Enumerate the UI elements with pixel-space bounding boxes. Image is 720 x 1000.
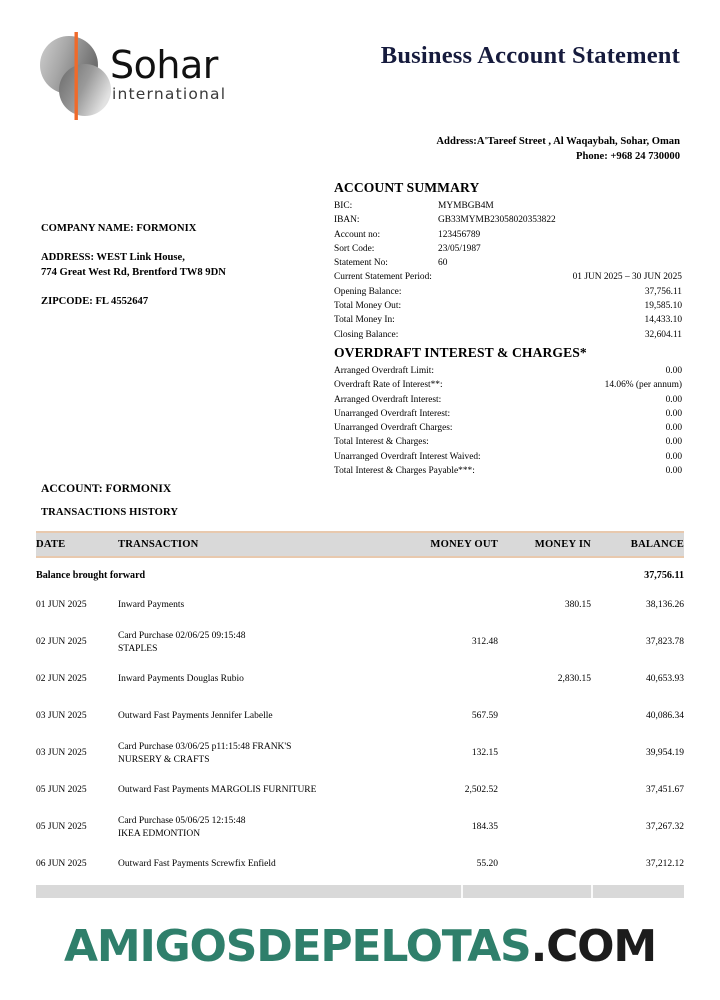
overdraft-row — [334, 393, 682, 407]
customer-zip-group — [41, 294, 226, 309]
column-header-money-in: MONEY IN — [498, 532, 591, 557]
brought-forward-money-in — [498, 557, 591, 587]
overdraft-value: 0.00 — [665, 423, 682, 434]
cell-transaction — [118, 809, 393, 846]
summary-label: BIC: — [334, 201, 353, 211]
cell-transaction — [118, 846, 393, 883]
customer-name-group — [41, 221, 226, 236]
transaction-desc-line1: Card Purchase 03/06/25 p11:15:48 FRANK'S — [118, 741, 292, 752]
overdraft-row — [334, 407, 682, 421]
column-header-transaction: TRANSACTION — [118, 532, 393, 557]
overdraft-row — [334, 421, 682, 435]
cell-transaction — [118, 587, 393, 624]
overdraft-label: Arranged Overdraft Limit: — [334, 366, 434, 376]
cell-money-in — [498, 846, 591, 883]
cell-transaction — [118, 661, 393, 698]
customer-address-line1: ADDRESS: WEST Link House, — [41, 252, 185, 264]
overdraft-heading: OVERDRAFT INTEREST & CHARGES* — [334, 345, 587, 360]
table-row — [36, 624, 684, 661]
cell-balance: 37,267.32 — [646, 822, 684, 833]
cell-money-in: 380.15 — [564, 600, 591, 611]
summary-row — [334, 313, 682, 327]
cell-date: 03 JUN 2025 — [36, 711, 87, 722]
table-footer-bar — [36, 885, 684, 898]
cell-money-out — [393, 587, 498, 624]
cell-money-out: 312.48 — [471, 637, 498, 648]
cell-date: 02 JUN 2025 — [36, 674, 87, 685]
summary-label: Closing Balance: — [334, 329, 399, 340]
cell-date: 05 JUN 2025 — [36, 822, 87, 833]
summary-value: 19,585.10 — [644, 301, 682, 312]
summary-label: IBAN: — [334, 215, 360, 226]
cell-transaction — [118, 735, 393, 772]
cell-money-in — [498, 809, 591, 846]
brought-forward-money-out — [393, 557, 498, 587]
overdraft-row — [334, 364, 682, 378]
overdraft-value: 14.06% (per annum) — [604, 380, 682, 391]
summary-value: 01 JUN 2025 – 30 JUN 2025 — [572, 272, 682, 283]
table-row — [36, 846, 684, 883]
summary-value: 32,604.11 — [644, 329, 682, 340]
cell-money-out: 2,502.52 — [464, 785, 498, 796]
summary-value: 37,756.11 — [644, 286, 682, 297]
summary-label: Account no: — [334, 229, 381, 240]
summary-row — [334, 285, 682, 299]
cell-transaction — [118, 772, 393, 809]
summary-label: Total Money In: — [334, 315, 395, 326]
summary-label: Current Statement Period: — [334, 272, 432, 283]
overdraft-value: 0.00 — [665, 466, 682, 477]
brand-name: Sohar — [110, 43, 218, 87]
overdraft-row — [334, 464, 682, 478]
overdraft-value: 0.00 — [665, 366, 682, 376]
summary-label: Sort Code: — [334, 243, 375, 254]
summary-value: 60 — [438, 258, 448, 269]
transaction-desc-line2: NURSERY & CRAFTS — [118, 754, 210, 765]
transactions-history-label: TRANSACTIONS HISTORY — [41, 507, 179, 518]
table-row — [36, 735, 684, 772]
summary-value: GB33MYMB23058020353822 — [438, 215, 556, 226]
summary-row — [334, 328, 682, 342]
cell-money-out — [393, 661, 498, 698]
transactions-table — [36, 531, 684, 883]
cell-money-out: 132.15 — [471, 748, 498, 759]
cell-balance: 40,086.34 — [646, 711, 684, 722]
transaction-desc-line1: Outward Fast Payments Screwfix Enfield — [118, 859, 276, 870]
customer-details — [41, 221, 226, 309]
overdraft-value: 0.00 — [665, 408, 682, 419]
cell-money-in — [498, 772, 591, 809]
balance-brought-forward-row — [36, 557, 684, 587]
overdraft-label: Overdraft Rate of Interest**: — [334, 380, 443, 391]
summary-row — [334, 270, 682, 284]
summary-value: 23/05/1987 — [438, 243, 481, 254]
table-row — [36, 587, 684, 624]
watermark-main-text: AMIGOSDEPELOTAS — [64, 921, 531, 972]
cell-date: 03 JUN 2025 — [36, 748, 87, 759]
account-summary-heading: ACCOUNT SUMMARY — [334, 180, 480, 195]
cell-balance: 37,823.78 — [646, 637, 684, 648]
column-header-date: DATE — [36, 532, 118, 557]
customer-address-line2: 774 Great West Rd, Brentford TW8 9DN — [41, 267, 226, 279]
overdraft-charges-panel — [334, 345, 682, 478]
customer-zipcode: ZIPCODE: FL 4552647 — [41, 296, 149, 308]
bank-phone-line: Phone: +968 24 730000 — [575, 151, 680, 163]
account-label: ACCOUNT: FORMONIX — [41, 482, 172, 495]
cell-balance: 38,136.26 — [646, 600, 684, 611]
summary-label: Opening Balance: — [334, 286, 402, 297]
overdraft-value: 0.00 — [665, 451, 682, 462]
transaction-desc-line1: Outward Fast Payments MARGOLIS FURNITURE — [118, 785, 317, 796]
cell-balance: 37,212.12 — [646, 859, 684, 870]
summary-row — [334, 299, 682, 313]
cell-date: 05 JUN 2025 — [36, 785, 87, 796]
brought-forward-balance: 37,756.11 — [644, 569, 684, 581]
bank-contact-block — [436, 134, 680, 165]
page-title: Business Account Statement — [380, 42, 680, 69]
cell-date: 06 JUN 2025 — [36, 859, 87, 870]
overdraft-value: 0.00 — [665, 394, 682, 405]
transaction-desc-line1: Card Purchase 02/06/25 09:15:48 — [118, 630, 246, 641]
summary-value: MYMBGB4M — [438, 201, 494, 211]
account-summary-panel — [334, 180, 682, 342]
overdraft-label: Total Interest & Charges: — [334, 437, 429, 448]
overdraft-label: Arranged Overdraft Interest: — [334, 394, 442, 405]
cell-money-out: 567.59 — [471, 711, 498, 722]
watermark-tld-text: .COM — [530, 921, 656, 972]
cell-money-in: 2,830.15 — [557, 674, 591, 685]
transactions-table-head — [36, 532, 684, 557]
brand-wordmark — [110, 43, 227, 103]
overdraft-rows — [334, 364, 682, 478]
transaction-desc-line1: Card Purchase 05/06/25 12:15:48 — [118, 815, 246, 826]
overdraft-label: Unarranged Overdraft Interest: — [334, 408, 451, 419]
summary-row — [334, 199, 682, 213]
table-row — [36, 809, 684, 846]
sohar-circles-logo-icon — [38, 28, 118, 123]
table-row — [36, 698, 684, 735]
table-row — [36, 772, 684, 809]
overdraft-row — [334, 378, 682, 392]
overdraft-label: Unarranged Overdraft Charges: — [334, 423, 453, 434]
footer-divider-2 — [591, 885, 593, 898]
overdraft-value: 0.00 — [665, 437, 682, 448]
overdraft-row — [334, 450, 682, 464]
cell-money-in — [498, 624, 591, 661]
transaction-desc-line1: Inward Payments Douglas Rubio — [118, 674, 244, 685]
cell-money-in — [498, 735, 591, 772]
cell-date: 01 JUN 2025 — [36, 600, 87, 611]
bank-address-line: Address:A'Tareef Street , Al Waqaybah, Sohar, Oman — [436, 136, 680, 147]
brought-forward-label: Balance brought forward — [36, 569, 146, 581]
cell-balance: 37,451.67 — [646, 785, 684, 796]
cell-money-in — [498, 698, 591, 735]
cell-money-out: 55.20 — [476, 859, 498, 870]
customer-address-group — [41, 250, 226, 280]
transaction-desc-line1: Outward Fast Payments Jennifer Labelle — [118, 711, 273, 722]
cell-money-out: 184.35 — [471, 822, 498, 833]
summary-label: Total Money Out: — [334, 301, 402, 312]
transaction-desc-line1: Inward Payments — [118, 600, 185, 611]
site-watermark — [0, 921, 720, 972]
overdraft-label: Total Interest & Charges Payable***: — [334, 466, 475, 477]
summary-value: 123456789 — [438, 229, 481, 240]
transactions-table-body — [36, 557, 684, 883]
summary-row — [334, 256, 682, 270]
cell-transaction — [118, 698, 393, 735]
cell-date: 02 JUN 2025 — [36, 637, 87, 648]
table-row — [36, 661, 684, 698]
overdraft-label: Unarranged Overdraft Interest Waived: — [334, 451, 481, 462]
column-header-balance: BALANCE — [591, 532, 684, 557]
summary-row — [334, 228, 682, 242]
bank-logo — [38, 28, 258, 123]
cell-balance: 40,653.93 — [646, 674, 684, 685]
footer-divider-1 — [461, 885, 463, 898]
summary-row — [334, 213, 682, 227]
transaction-desc-line2: IKEA EDMONTION — [118, 828, 201, 839]
column-header-money-out: MONEY OUT — [393, 532, 498, 557]
summary-value: 14,433.10 — [644, 315, 682, 326]
account-summary-rows — [334, 199, 682, 342]
table-header-row — [36, 532, 684, 557]
overdraft-row — [334, 435, 682, 449]
summary-label: Statement No: — [334, 258, 388, 269]
summary-row — [334, 242, 682, 256]
document-header — [0, 0, 720, 130]
cell-balance: 39,954.19 — [646, 748, 684, 759]
transaction-desc-line2: STAPLES — [118, 643, 158, 654]
customer-name: COMPANY NAME: FORMONIX — [41, 223, 197, 234]
cell-transaction — [118, 624, 393, 661]
brand-subname: international — [112, 85, 227, 103]
